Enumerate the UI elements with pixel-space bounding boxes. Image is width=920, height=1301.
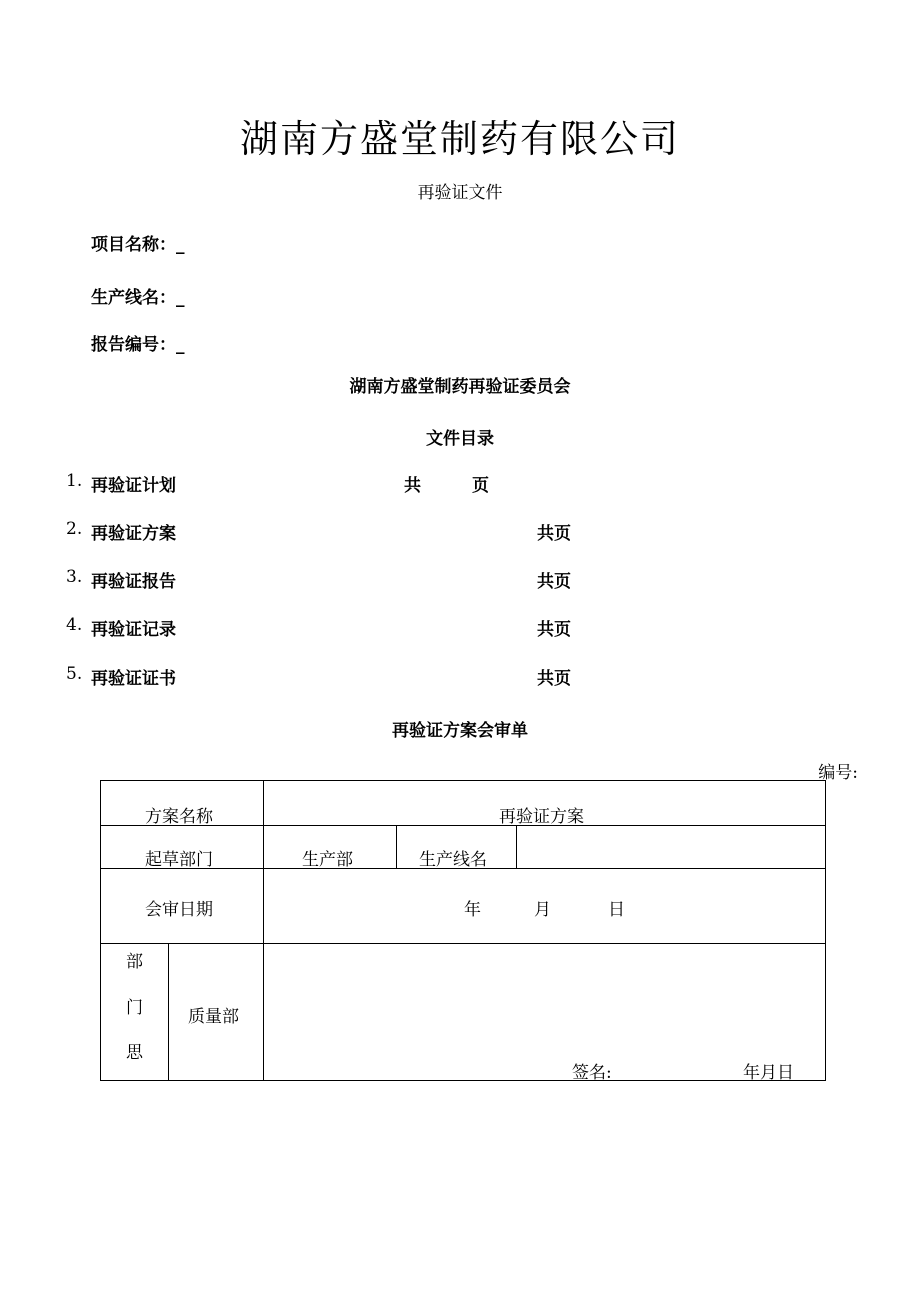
line-name-label: 生产线名 — [419, 850, 487, 870]
dept-opinion-char: 门 — [126, 998, 143, 1018]
document-type: 再验证文件 — [417, 183, 503, 203]
review-sheet-heading: 再验证方案会审单 — [392, 721, 528, 741]
toc-item-pages: 共页 — [537, 524, 571, 544]
toc-item-number: 1. — [66, 471, 83, 491]
toc-item-pages: 共页 — [537, 620, 571, 640]
toc-item-pages: 共 页 — [404, 476, 489, 496]
table-rule — [516, 825, 517, 868]
company-title: 湖南方盛堂制药有限公司 — [239, 117, 680, 161]
committee-name: 湖南方盛堂制药再验证委员会 — [349, 377, 571, 397]
toc-item-title: 再验证方案 — [91, 524, 176, 544]
table-rule — [396, 825, 397, 868]
review-date-label: 会审日期 — [145, 900, 213, 920]
toc-item-number: 5. — [66, 664, 83, 684]
toc-item-number: 3. — [66, 567, 83, 587]
date-year: 年 — [464, 900, 481, 920]
toc-item-title: 再验证记录 — [91, 620, 176, 640]
table-rule — [168, 943, 169, 1080]
toc-item-pages: 共页 — [537, 669, 571, 689]
date-day: 日 — [608, 900, 625, 920]
toc-item-title: 再验证报告 — [91, 572, 176, 592]
dept-opinion-char: 部 — [126, 952, 143, 972]
serial-number-label: 编号: — [818, 763, 858, 783]
draft-dept-value: 生产部 — [302, 850, 353, 870]
report-number-field: 报告编号：_ — [91, 335, 185, 355]
signature-date: 年月日 — [743, 1063, 794, 1083]
table-rule — [101, 943, 826, 944]
project-name-field: 项目名称：_ — [91, 235, 185, 255]
date-month: 月 — [534, 900, 551, 920]
table-rule — [263, 781, 264, 1080]
plan-name-label: 方案名称 — [145, 807, 213, 827]
toc-item-title: 再验证计划 — [91, 476, 176, 496]
toc-item-number: 4. — [66, 615, 83, 635]
review-table — [100, 780, 826, 1081]
line-name-field: 生产线名：_ — [91, 288, 185, 308]
plan-name-value: 再验证方案 — [499, 807, 584, 827]
toc-item-number: 2. — [66, 519, 83, 539]
toc-item-title: 再验证证书 — [91, 669, 176, 689]
toc-heading: 文件目录 — [426, 429, 494, 449]
toc-item-pages: 共页 — [537, 572, 571, 592]
draft-dept-label: 起草部门 — [145, 850, 213, 870]
signature-label: 签名: — [572, 1063, 612, 1083]
dept-opinion-char: 思 — [126, 1043, 143, 1063]
quality-dept-label: 质量部 — [188, 1007, 239, 1027]
